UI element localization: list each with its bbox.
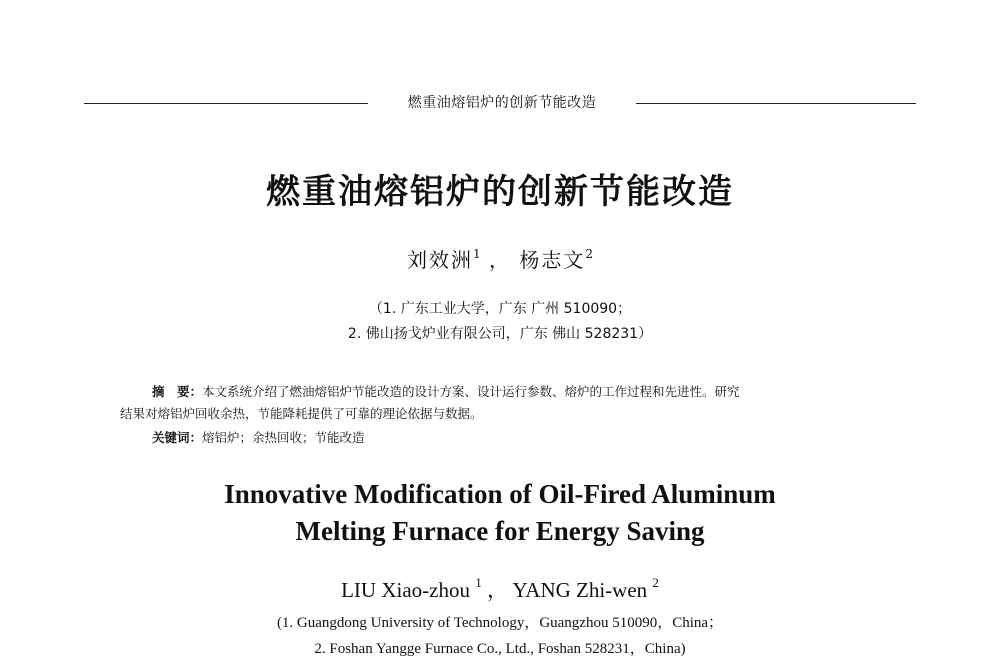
cn-affiliation-1: （1. 广东工业大学，广东 广州 510090； bbox=[368, 301, 632, 317]
cn-abstract-text-1: 本文系统介绍了燃油熔铝炉节能改造的设计方案、设计运行参数、熔炉的工作过程和先进性。研究 bbox=[202, 384, 740, 399]
en-author-2-sup: 2 bbox=[652, 575, 659, 590]
cn-title: 燃重油熔铝炉的创新节能改造 bbox=[266, 172, 734, 212]
cn-author-separator: ， bbox=[489, 248, 511, 272]
cn-abstract-line-1 bbox=[152, 381, 892, 403]
en-affiliation-2: 2. Foshan Yangge Furnace Co., Ltd., Foshan 528231，China) bbox=[314, 641, 686, 657]
en-author-1-sup: 1 bbox=[475, 575, 482, 590]
cn-author-1: 刘效洲 bbox=[407, 248, 473, 272]
running-head-rule-right bbox=[636, 103, 916, 104]
en-author-1: LIU Xiao-zhou bbox=[341, 578, 470, 602]
running-head-rule-left bbox=[84, 103, 368, 104]
cn-keywords-text: 熔铝炉；余热回收；节能改造 bbox=[202, 430, 365, 445]
cn-abstract-line-2: 结果对熔铝炉回收余热，节能降耗提供了可靠的理论依据与数据。 bbox=[120, 406, 483, 421]
cn-keywords bbox=[152, 427, 922, 449]
cn-author-2-sup: 2 bbox=[585, 247, 593, 261]
cn-authors bbox=[0, 244, 1000, 273]
en-affiliation-1: (1. Guangdong University of Technology，Guangzhou 510090，China； bbox=[276, 615, 724, 631]
en-author-separator: ， bbox=[486, 578, 508, 602]
en-authors bbox=[0, 574, 1000, 604]
cn-author-2: 杨志文 bbox=[519, 248, 586, 272]
cn-keywords-label: 关键词： bbox=[152, 430, 203, 445]
en-title-line-1: Innovative Modification of Oil-Fired Aluminum bbox=[224, 479, 776, 509]
cn-affiliation-2: 2. 佛山扬戈炉业有限公司，广东 佛山 528231） bbox=[347, 326, 653, 342]
en-title-line-2: Melting Furnace for Energy Saving bbox=[295, 516, 705, 546]
cn-abstract-label: 摘 要： bbox=[152, 384, 203, 399]
en-author-2: YANG Zhi-wen bbox=[512, 578, 648, 602]
running-head: 燃重油熔铝炉的创新节能改造 bbox=[407, 95, 597, 111]
cn-author-1-sup: 1 bbox=[473, 247, 481, 261]
